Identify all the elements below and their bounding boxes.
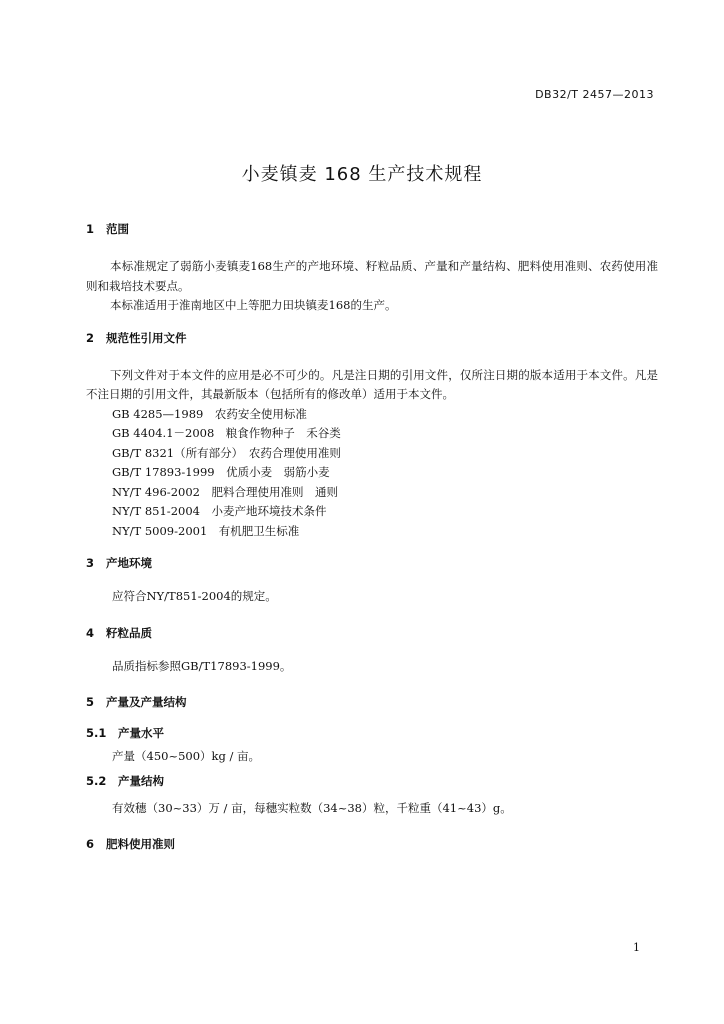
- subsection-number: 5.1: [86, 726, 107, 740]
- subsection-title: 产量水平: [118, 726, 164, 740]
- section-6-heading: [86, 836, 658, 852]
- section-4-text: 品质指标参照GB/T17893-1999。: [112, 658, 292, 673]
- section-3-heading: [86, 555, 658, 571]
- section-5-1-heading: [86, 725, 658, 741]
- section-title: 规范性引用文件: [106, 330, 187, 345]
- reference-item: NY/T 496-2002 肥料合理使用准则 通则: [112, 484, 338, 499]
- scope-paragraph-1: 本标准规定了弱筋小麦镇麦168生产的产地环境、籽粒品质、产量和产量结构、肥料使用准则、农药使用准则和栽培技术要点。: [86, 259, 658, 293]
- section-number: 2: [86, 330, 95, 345]
- section-3-text: 应符合NY/T851-2004的规定。: [112, 589, 277, 603]
- reference-item: NY/T 851-2004 小麦产地环境技术条件: [112, 504, 327, 518]
- section-title: 产地环境: [106, 556, 152, 570]
- references-intro: 下列文件对于本文件的应用是必不可少的。凡是注日期的引用文件，仅所注日期的版本适用于本文件。凡是不注日期的引用文件，其最新版本（包括所有的修改单）适用于本文件。: [86, 367, 658, 401]
- section-number: 3: [86, 556, 95, 570]
- scope-paragraph-2: 本标准适用于淮南地区中上等肥力田块镇麦168的生产。: [110, 298, 397, 312]
- subsection-number: 5.2: [86, 773, 107, 788]
- section-title: 肥料使用准则: [106, 837, 175, 851]
- section-2-heading: [86, 330, 658, 346]
- reference-item: GB 4404.1－2008 粮食作物种子 禾谷类: [112, 426, 341, 440]
- page-number: 1: [633, 941, 640, 954]
- section-4-heading: [86, 625, 658, 641]
- section-5-2-text: 有效穗（30~33）万 / 亩，每穗实粒数（34~38）粒，千粒重（41~43）g。: [112, 800, 512, 815]
- section-number: 4: [86, 625, 95, 640]
- section-1-heading: [86, 221, 658, 237]
- document-body: [86, 221, 658, 852]
- section-title: 籽粒品质: [106, 625, 152, 640]
- subsection-title: 产量结构: [118, 773, 164, 788]
- section-title: 产量及产量结构: [106, 695, 187, 709]
- reference-item: NY/T 5009-2001 有机肥卫生标准: [112, 523, 300, 538]
- section-number: 5: [86, 695, 95, 709]
- section-number: 1: [86, 222, 95, 236]
- section-number: 6: [86, 837, 95, 851]
- section-5-heading: [86, 694, 658, 710]
- section-5-1-text: 产量（450~500）kg / 亩。: [112, 749, 261, 763]
- standard-code: DB32/T 2457—2013: [535, 88, 654, 101]
- document-title: 小麦镇麦 168 生产技术规程: [241, 164, 483, 185]
- reference-item: GB/T 17893-1999 优质小麦 弱筋小麦: [112, 465, 330, 479]
- section-title: 范围: [106, 222, 129, 236]
- reference-item: GB/T 8321（所有部分） 农药合理使用准则: [112, 445, 341, 460]
- reference-item: GB 4285—1989 农药安全使用标准: [112, 406, 307, 421]
- section-5-2-heading: [86, 773, 658, 789]
